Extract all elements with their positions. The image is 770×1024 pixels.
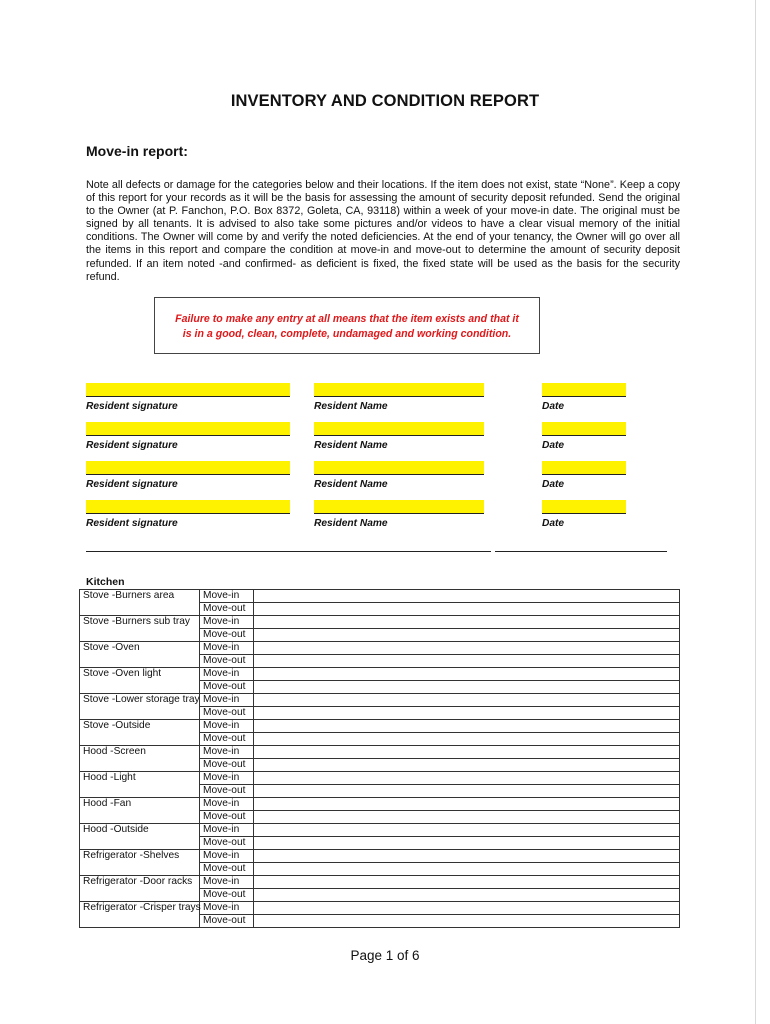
move-out-label: Move-out: [200, 863, 254, 876]
intro-paragraph: Note all defects or damage for the categories below and their locations. If the item does not exist, state “None”. Keep a copy of this report for your records as it will be the basis for assessing the amount of security deposit refunded. Send the original to the Owner (at P. Fanchon, P.O. Box 8372, Goleta, CA, 93118) within a week of your move-in date. The original must be signed by all tenants. It is advised to also take some pictures and/or videos to have a clear visual memory of the initial conditions. The Owner will come by and verify the noted deficiencies. At the end of your tenancy, the Owner will go over all the items in this report and compare the condition at move-in and move-out to determine the amount of security deposit refunded. If an item noted -and confirmed- as deficient is fixed, the fixed state will be used as the basis for the security refund.: [86, 179, 680, 283]
move-in-notes-cell[interactable]: [254, 616, 680, 629]
date-label: Date: [542, 440, 565, 451]
date-field[interactable]: [542, 383, 626, 397]
move-out-notes-cell[interactable]: [254, 889, 680, 902]
resident-name-field[interactable]: [314, 461, 484, 475]
notice-box: [154, 297, 540, 354]
move-in-label: Move-in: [200, 772, 254, 785]
move-in-notes-cell[interactable]: [254, 720, 680, 733]
resident-name-field[interactable]: [314, 383, 484, 397]
move-in-notes-cell[interactable]: [254, 876, 680, 889]
table-row: [80, 824, 680, 837]
resident-signature-label: Resident signature: [86, 518, 178, 529]
move-out-notes-cell[interactable]: [254, 915, 680, 928]
move-out-label: Move-out: [200, 707, 254, 720]
item-name: Hood -Screen: [80, 746, 200, 772]
move-in-notes-cell[interactable]: [254, 668, 680, 681]
item-name: Hood -Light: [80, 772, 200, 798]
move-in-notes-cell[interactable]: [254, 746, 680, 759]
item-name: Stove -Oven light: [80, 668, 200, 694]
move-in-label: Move-in: [200, 824, 254, 837]
item-name: Refrigerator -Crisper trays: [80, 902, 200, 928]
move-in-label: Move-in: [200, 694, 254, 707]
move-out-notes-cell[interactable]: [254, 785, 680, 798]
move-in-notes-cell[interactable]: [254, 798, 680, 811]
item-name: Refrigerator -Door racks: [80, 876, 200, 902]
move-out-notes-cell[interactable]: [254, 603, 680, 616]
move-out-notes-cell[interactable]: [254, 681, 680, 694]
item-name: Hood -Fan: [80, 798, 200, 824]
move-out-label: Move-out: [200, 889, 254, 902]
move-in-label: Move-in: [200, 590, 254, 603]
move-out-notes-cell[interactable]: [254, 707, 680, 720]
table-row: [80, 850, 680, 863]
resident-signature-field[interactable]: [86, 383, 290, 397]
separator-left: [86, 551, 491, 552]
move-out-label: Move-out: [200, 629, 254, 642]
resident-name-label: Resident Name: [314, 440, 388, 451]
resident-signature-label: Resident signature: [86, 401, 178, 412]
date-field[interactable]: [542, 500, 626, 514]
item-name: Hood -Outside: [80, 824, 200, 850]
page-number: Page 1 of 6: [350, 948, 420, 963]
resident-signature-field[interactable]: [86, 422, 290, 436]
resident-name-label: Resident Name: [314, 401, 388, 412]
move-out-label: Move-out: [200, 759, 254, 772]
item-name: Stove -Outside: [80, 720, 200, 746]
move-out-notes-cell[interactable]: [254, 811, 680, 824]
move-in-label: Move-in: [200, 876, 254, 889]
move-out-notes-cell[interactable]: [254, 629, 680, 642]
move-out-notes-cell[interactable]: [254, 863, 680, 876]
notice-line-2: is in a good, clean, complete, undamaged and working condition.: [182, 328, 512, 340]
move-out-notes-cell[interactable]: [254, 655, 680, 668]
move-in-label: Move-in: [200, 850, 254, 863]
table-row: [80, 590, 680, 603]
move-in-notes-cell[interactable]: [254, 590, 680, 603]
table-row: [80, 668, 680, 681]
move-out-label: Move-out: [200, 681, 254, 694]
kitchen-inventory-table: [79, 589, 680, 928]
move-in-label: Move-in: [200, 798, 254, 811]
resident-name-field[interactable]: [314, 422, 484, 436]
move-in-label: Move-in: [200, 902, 254, 915]
date-label: Date: [542, 518, 565, 529]
table-row: [80, 772, 680, 785]
move-in-label: Move-in: [200, 642, 254, 655]
move-out-label: Move-out: [200, 785, 254, 798]
move-in-notes-cell[interactable]: [254, 694, 680, 707]
date-label: Date: [542, 401, 565, 412]
signature-row: [0, 500, 770, 534]
resident-signature-label: Resident signature: [86, 479, 178, 490]
move-in-notes-cell[interactable]: [254, 772, 680, 785]
table-row: [80, 642, 680, 655]
move-out-label: Move-out: [200, 915, 254, 928]
resident-name-label: Resident Name: [314, 518, 388, 529]
move-in-label: Move-in: [200, 616, 254, 629]
item-name: Stove -Oven: [80, 642, 200, 668]
table-row: [80, 902, 680, 915]
date-label: Date: [542, 479, 565, 490]
table-row: [80, 720, 680, 733]
move-out-label: Move-out: [200, 655, 254, 668]
kitchen-section-label: Kitchen: [86, 576, 125, 588]
date-field[interactable]: [542, 422, 626, 436]
move-out-label: Move-out: [200, 603, 254, 616]
section-heading: Move-in report:: [86, 143, 188, 159]
move-out-label: Move-out: [200, 733, 254, 746]
signature-row: [0, 461, 770, 495]
move-out-notes-cell[interactable]: [254, 733, 680, 746]
table-row: [80, 876, 680, 889]
resident-name-label: Resident Name: [314, 479, 388, 490]
move-in-label: Move-in: [200, 668, 254, 681]
date-field[interactable]: [542, 461, 626, 475]
table-row: [80, 694, 680, 707]
resident-name-field[interactable]: [314, 500, 484, 514]
table-row: [80, 798, 680, 811]
item-name: Stove -Burners sub tray: [80, 616, 200, 642]
move-out-label: Move-out: [200, 837, 254, 850]
move-in-notes-cell[interactable]: [254, 902, 680, 915]
move-in-label: Move-in: [200, 720, 254, 733]
resident-signature-label: Resident signature: [86, 440, 178, 451]
item-name: Refrigerator -Shelves: [80, 850, 200, 876]
move-in-notes-cell[interactable]: [254, 824, 680, 837]
move-out-label: Move-out: [200, 811, 254, 824]
page-title: INVENTORY AND CONDITION REPORT: [230, 92, 540, 110]
resident-signature-field[interactable]: [86, 461, 290, 475]
item-name: Stove -Burners area: [80, 590, 200, 616]
resident-signature-field[interactable]: [86, 500, 290, 514]
signature-row: [0, 422, 770, 456]
signature-row: [0, 383, 770, 417]
item-name: Stove -Lower storage tray: [80, 694, 200, 720]
move-in-notes-cell[interactable]: [254, 850, 680, 863]
move-out-notes-cell[interactable]: [254, 837, 680, 850]
move-in-notes-cell[interactable]: [254, 642, 680, 655]
move-out-notes-cell[interactable]: [254, 759, 680, 772]
move-in-label: Move-in: [200, 746, 254, 759]
notice-line-1: Failure to make any entry at all means that the item exists and that it: [175, 313, 519, 325]
table-row: [80, 746, 680, 759]
table-row: [80, 616, 680, 629]
separator-right: [495, 551, 667, 552]
